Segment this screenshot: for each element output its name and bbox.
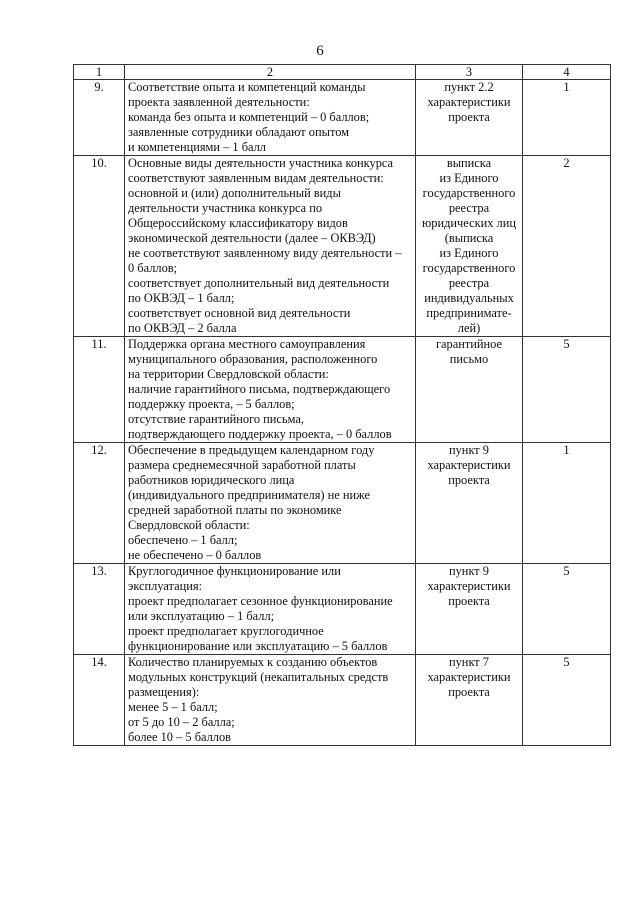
max-score: 5 — [523, 337, 611, 443]
source-line: характеристики — [427, 458, 511, 472]
criterion-line: проект предполагает сезонное функционирование — [128, 594, 393, 608]
criterion-line: соответствует основной вид деятельности — [128, 306, 351, 320]
criteria-table-body — [74, 80, 611, 746]
source-line: государственного — [422, 186, 516, 200]
criterion-line: муниципального образования, расположенного — [128, 352, 378, 366]
max-score: 5 — [523, 564, 611, 655]
criterion-cell — [125, 443, 416, 564]
criterion-line: Обеспечение в предыдущем календарном году — [128, 443, 375, 457]
source-cell — [416, 156, 523, 337]
table-row — [74, 443, 611, 564]
criterion-line: заявленные сотрудники обладают опытом — [128, 125, 349, 139]
criteria-table — [73, 64, 611, 746]
source-line: проекта — [448, 473, 490, 487]
row-number: 10. — [74, 156, 125, 337]
criterion-line: от 5 до 10 – 2 балла; — [128, 715, 235, 729]
criterion-line: или эксплуатацию – 1 балл; — [128, 609, 275, 623]
criterion-line: размещения): — [128, 685, 200, 699]
criterion-line: проект предполагает круглогодичное — [128, 624, 324, 638]
criterion-line: модульных конструкций (некапитальных средств — [128, 670, 389, 684]
source-line: (выписка — [444, 231, 494, 245]
column-header: 3 — [416, 65, 523, 80]
table-row — [74, 337, 611, 443]
criterion-cell — [125, 80, 416, 156]
source-line: характеристики — [427, 579, 511, 593]
column-header: 1 — [74, 65, 125, 80]
criterion-line: размера среднемесячной заработной платы — [128, 458, 356, 472]
source-line: юридических лиц — [422, 216, 516, 230]
criterion-line: Круглогодичное функционирование или — [128, 564, 341, 578]
criterion-line: основной и (или) дополнительный виды — [128, 186, 341, 200]
criterion-line: команда без опыта и компетенций – 0 баллов; — [128, 110, 370, 124]
criterion-line: соответствуют заявленным видам деятельности: — [128, 171, 384, 185]
criterion-line: проекта заявленной деятельности: — [128, 95, 310, 109]
page-number: 6 — [316, 43, 324, 59]
criterion-line: 0 баллов; — [128, 261, 178, 275]
table-row — [74, 564, 611, 655]
row-number: 11. — [74, 337, 125, 443]
source-cell — [416, 564, 523, 655]
criterion-line: Основные виды деятельности участника конкурса — [128, 156, 394, 170]
row-number: 9. — [74, 80, 125, 156]
criterion-line: подтверждающего поддержку проекта, – 0 баллов — [128, 427, 392, 441]
criterion-cell — [125, 337, 416, 443]
row-number: 12. — [74, 443, 125, 564]
max-score: 5 — [523, 655, 611, 746]
source-line: проекта — [448, 110, 490, 124]
criterion-line: Свердловской области: — [128, 518, 250, 532]
source-line: пункт 9 — [448, 564, 490, 578]
criterion-line: функционирование или эксплуатацию – 5 баллов — [128, 639, 388, 653]
source-line: характеристики — [427, 95, 511, 109]
criterion-line: эксплуатация: — [128, 579, 203, 593]
source-line: реестра — [448, 276, 490, 290]
criterion-cell — [125, 564, 416, 655]
criterion-line: по ОКВЭД – 2 балла — [128, 321, 237, 335]
max-score: 2 — [523, 156, 611, 337]
column-header: 2 — [125, 65, 416, 80]
max-score: 1 — [523, 80, 611, 156]
criterion-line: наличие гарантийного письма, подтверждающего — [128, 382, 391, 396]
criterion-line: соответствует дополнительный вид деятельности — [128, 276, 390, 290]
criterion-line: отсутствие гарантийного письма, — [128, 412, 304, 426]
source-cell — [416, 655, 523, 746]
source-line: проекта — [448, 594, 490, 608]
criterion-cell — [125, 156, 416, 337]
source-line: из Единого — [439, 171, 499, 185]
criterion-line: Соответствие опыта и компетенций команды — [128, 80, 366, 94]
criterion-line: экономической деятельности (далее – ОКВЭД) — [128, 231, 376, 245]
criterion-line: не соответствуют заявленному виду деятельности – — [128, 246, 402, 260]
criterion-line: работников юридического лица — [128, 473, 295, 487]
source-line: государственного — [422, 261, 516, 275]
table-row — [74, 80, 611, 156]
source-line: предпринимате- — [426, 306, 512, 320]
source-line: реестра — [448, 201, 490, 215]
criterion-line: менее 5 – 1 балл; — [128, 700, 218, 714]
source-cell — [416, 80, 523, 156]
source-line: пункт 7 — [448, 655, 490, 669]
column-header: 4 — [523, 65, 611, 80]
row-number: 14. — [74, 655, 125, 746]
criterion-line: не обеспечено – 0 баллов — [128, 548, 262, 562]
source-line: из Единого — [439, 246, 499, 260]
source-line: проекта — [448, 685, 490, 699]
criterion-line: и компетенциями – 1 балл — [128, 140, 266, 154]
criterion-line: Общероссийскому классификатору видов — [128, 216, 348, 230]
criterion-line: средней заработной платы по экономике — [128, 503, 342, 517]
criterion-line: Поддержка органа местного самоуправления — [128, 337, 366, 351]
source-line: характеристики — [427, 670, 511, 684]
source-line: выписка — [446, 156, 492, 170]
source-line: письмо — [449, 352, 489, 366]
table-row — [74, 156, 611, 337]
source-line: индивидуальных — [424, 291, 514, 305]
criterion-cell — [125, 655, 416, 746]
source-line: пункт 9 — [448, 443, 490, 457]
criterion-line: по ОКВЭД – 1 балл; — [128, 291, 235, 305]
source-cell — [416, 443, 523, 564]
criterion-line: поддержку проекта, – 5 баллов; — [128, 397, 295, 411]
source-line: лей) — [457, 321, 481, 335]
criterion-line: (индивидуального предпринимателя) не ниже — [128, 488, 371, 502]
criterion-line: на территории Свердловской области: — [128, 367, 329, 381]
table-header-row — [74, 65, 611, 80]
source-line: пункт 2.2 — [444, 80, 494, 94]
source-line: гарантийное — [435, 337, 503, 351]
row-number: 13. — [74, 564, 125, 655]
source-cell — [416, 337, 523, 443]
table-row — [74, 655, 611, 746]
criterion-line: более 10 – 5 баллов — [128, 730, 232, 744]
criterion-line: Количество планируемых к созданию объектов — [128, 655, 378, 669]
criterion-line: обеспечено – 1 балл; — [128, 533, 238, 547]
max-score: 1 — [523, 443, 611, 564]
criterion-line: деятельности участника конкурса по — [128, 201, 323, 215]
